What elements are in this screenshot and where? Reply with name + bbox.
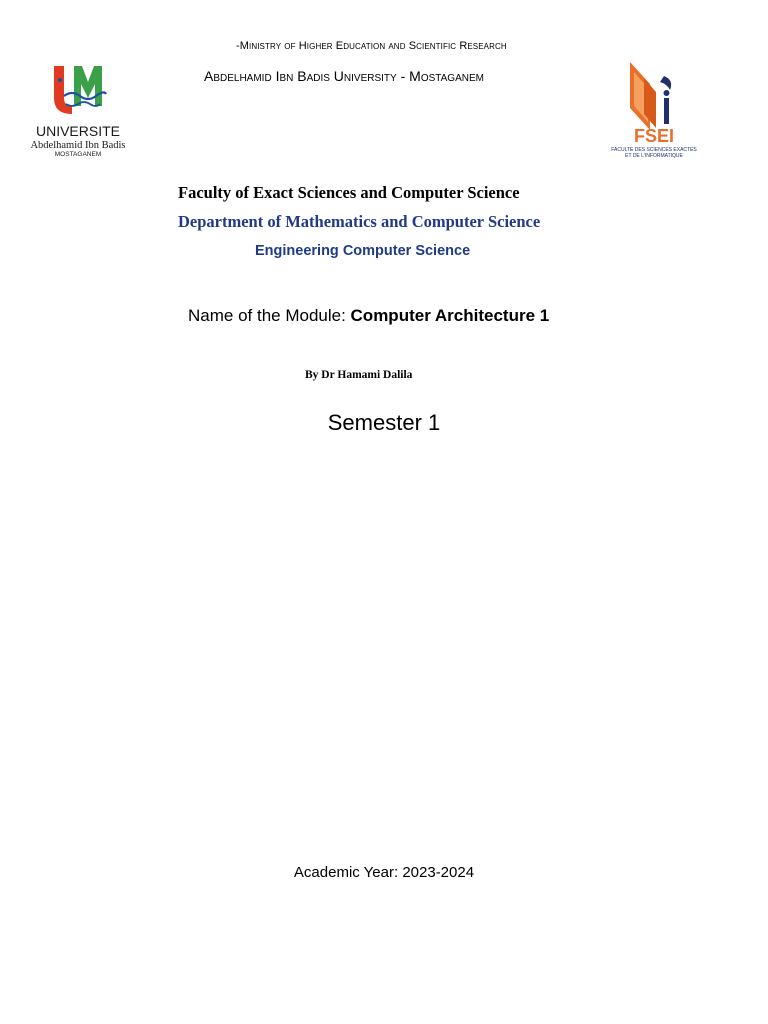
university-line: Abdelhamid Ibn Badis University - Mostaganem xyxy=(204,68,484,84)
faculty-title: Faculty of Exact Sciences and Computer Science xyxy=(178,183,520,202)
university-logo-icon xyxy=(24,58,132,158)
academic-year: Academic Year: 2023-2024 xyxy=(293,864,475,881)
logo-right-line-2: ET DE L'INFORMATIQUE xyxy=(625,153,683,159)
logo-right-line-1: FACULTE DES SCIENCES EXACTES xyxy=(611,147,697,153)
logo-left-line-3: MOSTAGANEM xyxy=(54,151,102,158)
logo-right-title: FSEI xyxy=(633,126,675,146)
module-name: Computer Architecture 1 xyxy=(350,306,550,325)
program-title: Engineering Computer Science xyxy=(255,243,471,259)
logo-left-line-1: UNIVERSITE xyxy=(35,123,121,139)
semester-label: Semester 1 xyxy=(327,410,441,435)
university-logo xyxy=(24,58,132,158)
fsei-logo-icon xyxy=(604,58,704,160)
module-label: Name of the Module: xyxy=(188,306,351,325)
author-line: By Dr Hamami Dalila xyxy=(305,369,413,381)
department-title: Department of Mathematics and Computer Science xyxy=(178,212,541,231)
module-line xyxy=(188,306,549,326)
logo-left-line-2: Abdelhamid Ibn Badis xyxy=(30,140,126,151)
fsei-logo xyxy=(604,58,704,160)
ministry-line: -Ministry of Higher Education and Scientific Research xyxy=(236,40,507,52)
